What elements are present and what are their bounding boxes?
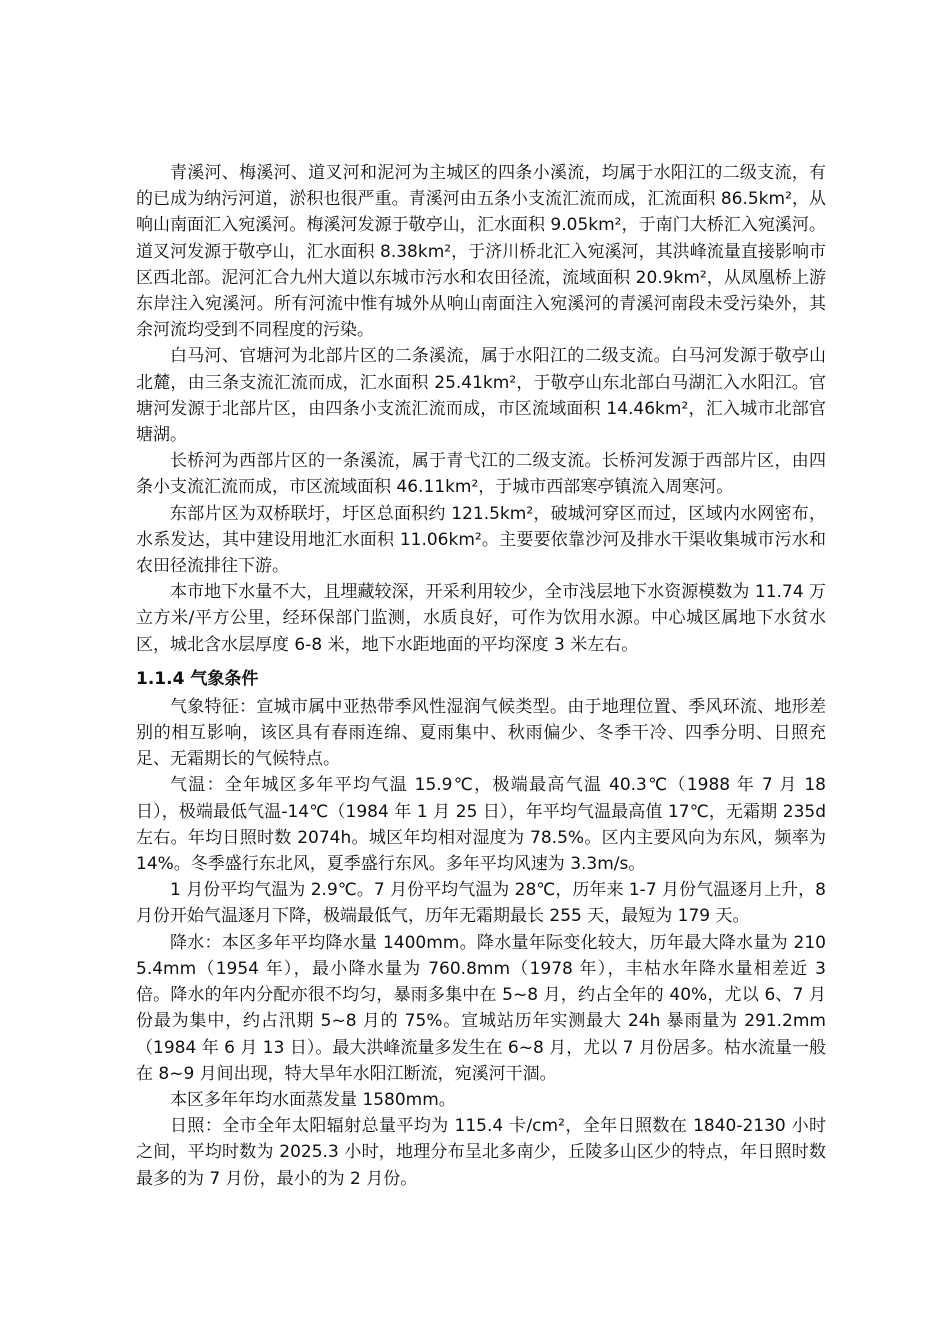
paragraph-river-baima: 白马河、官塘河为北部片区的二条溪流，属于水阳江的二级支流。白马河发源于敬亭山北麓，由三条支流汇流而成，汇水面积 25.41km²，于敬亭山东北部白马湖汇入水阳江。官塘河发源于北部片区，由四条小支流汇流而成，市区流域面积 14.46km²，汇入城市北部官塘湖。 — [136, 346, 826, 446]
section-heading-climate: 1.1.4 气象条件 — [136, 668, 259, 689]
paragraph-east-district: 东部片区为双桥联圩，圩区总面积约 121.5km²，破城河穿区而过，区域内水网密布，水系发达，其中建设用地汇水面积 11.06km²。主要要依靠沙河及排水干渠收集城市污水和农田径流排往下游。 — [136, 503, 826, 577]
paragraph-groundwater: 本市地下水量不大，且埋藏较深，开采利用较少，全市浅层地下水资源模数为 11.74 万立方米/平方公里，经环保部门监测，水质良好，可作为饮用水源。中心城区属地下水贫水区，城北含水层厚度 6-8 米，地下水距地面的平均深度 3 米左右。 — [136, 582, 826, 655]
paragraph-sunshine: 日照：全市全年太阳辐射总量平均为 115.4 卡/cm²，全年日照数在 1840-2130 小时之间，平均时数为 2025.3 小时，地理分布呈北多南少，丘陵多山区少的特点，年日照时数最多的为 7 月份，最小的为 2 月份。 — [136, 1116, 826, 1189]
document-body — [136, 160, 826, 1192]
paragraph-river-qingxi: 青溪河、梅溪河、道叉河和泥河为主城区的四条小溪流，均属于水阳江的二级支流，有的已成为纳污河道，淤积也很严重。青溪河由五条小支流汇流而成，汇流面积 86.5km²，从响山南面汇入宛溪河。梅溪河发源于敬亭山，汇水面积 9.05km²，于南门大桥汇入宛溪河。道叉河发源于敬亭山，汇水面积 8.38km²，于济川桥北汇入宛溪河，其洪峰流量直接影响市区西北部。泥河汇合九州大道以东城市污水和农田径流，流域面积 20.9km²，从凤凰桥上游东岸注入宛溪河。所有河流中惟有城外从响山南面注入宛溪河的青溪河南段未受污染外，其余河流均受到不同程度的污染。 — [136, 163, 826, 341]
paragraph-temperature: 气温：全年城区多年平均气温 15.9℃，极端最高气温 40.3℃（1988 年 7 月 18 日），极端最低气温-14℃（1984 年 1 月 25 日），年平均气温最高值 17℃，无霜期 235d 左右。年均日照时数 2074h。城区年均相对湿度为 78.5%。区内主要风向为东风，频率为 14%。冬季盛行东北风，夏季盛行东风。多年平均风速为 3.3m/s。 — [136, 775, 826, 875]
paragraph-precipitation: 降水：本区多年平均降水量 1400mm。降水量年际变化较大，历年最大降水量为 2105.4mm（1954 年），最小降水量为 760.8mm（1978 年），丰枯水年降水量相差近 3 倍。降水的年内分配亦很不均匀，暴雨多集中在 5~8 月，约占全年的 40%，尤以 6、7 月份最为集中，约占汛期 5~8 月的 75%。宣城站历年实测最大 24h 暴雨量为 291.2mm（1984 年 6 月 13 日）。最大洪峰流量多发生在 6~8 月，尤以 7 月份居多。枯水流量一般在 8~9 月间出现，特大旱年水阳江断流，宛溪河干涸。 — [136, 932, 826, 1084]
paragraph-monthly-temperature: 1 月份平均气温为 2.9℃。7 月份平均气温为 28℃，历年来 1-7 月份气温逐月上升，8 月份开始气温逐月下降，极端最低气，历年无霜期最长 255 天，最短为 179 天。 — [136, 880, 826, 927]
paragraph-climate-features: 气象特征：宣城市属中亚热带季风性湿润气候类型。由于地理位置、季风环流、地形差别的相互影响，该区具有春雨连绵、夏雨集中、秋雨偏少、冬季干冷、四季分明、日照充足、无霜期长的气候特点。 — [136, 696, 826, 770]
paragraph-river-changqiao: 长桥河为西部片区的一条溪流，属于青弋江的二级支流。长桥河发源于西部片区，由四条小支流汇流而成，市区流域面积 46.11km²，于城市西部寒亭镇流入周寒河。 — [136, 451, 826, 498]
paragraph-evaporation: 本区多年年均水面蒸发量 1580mm。 — [170, 1089, 456, 1110]
